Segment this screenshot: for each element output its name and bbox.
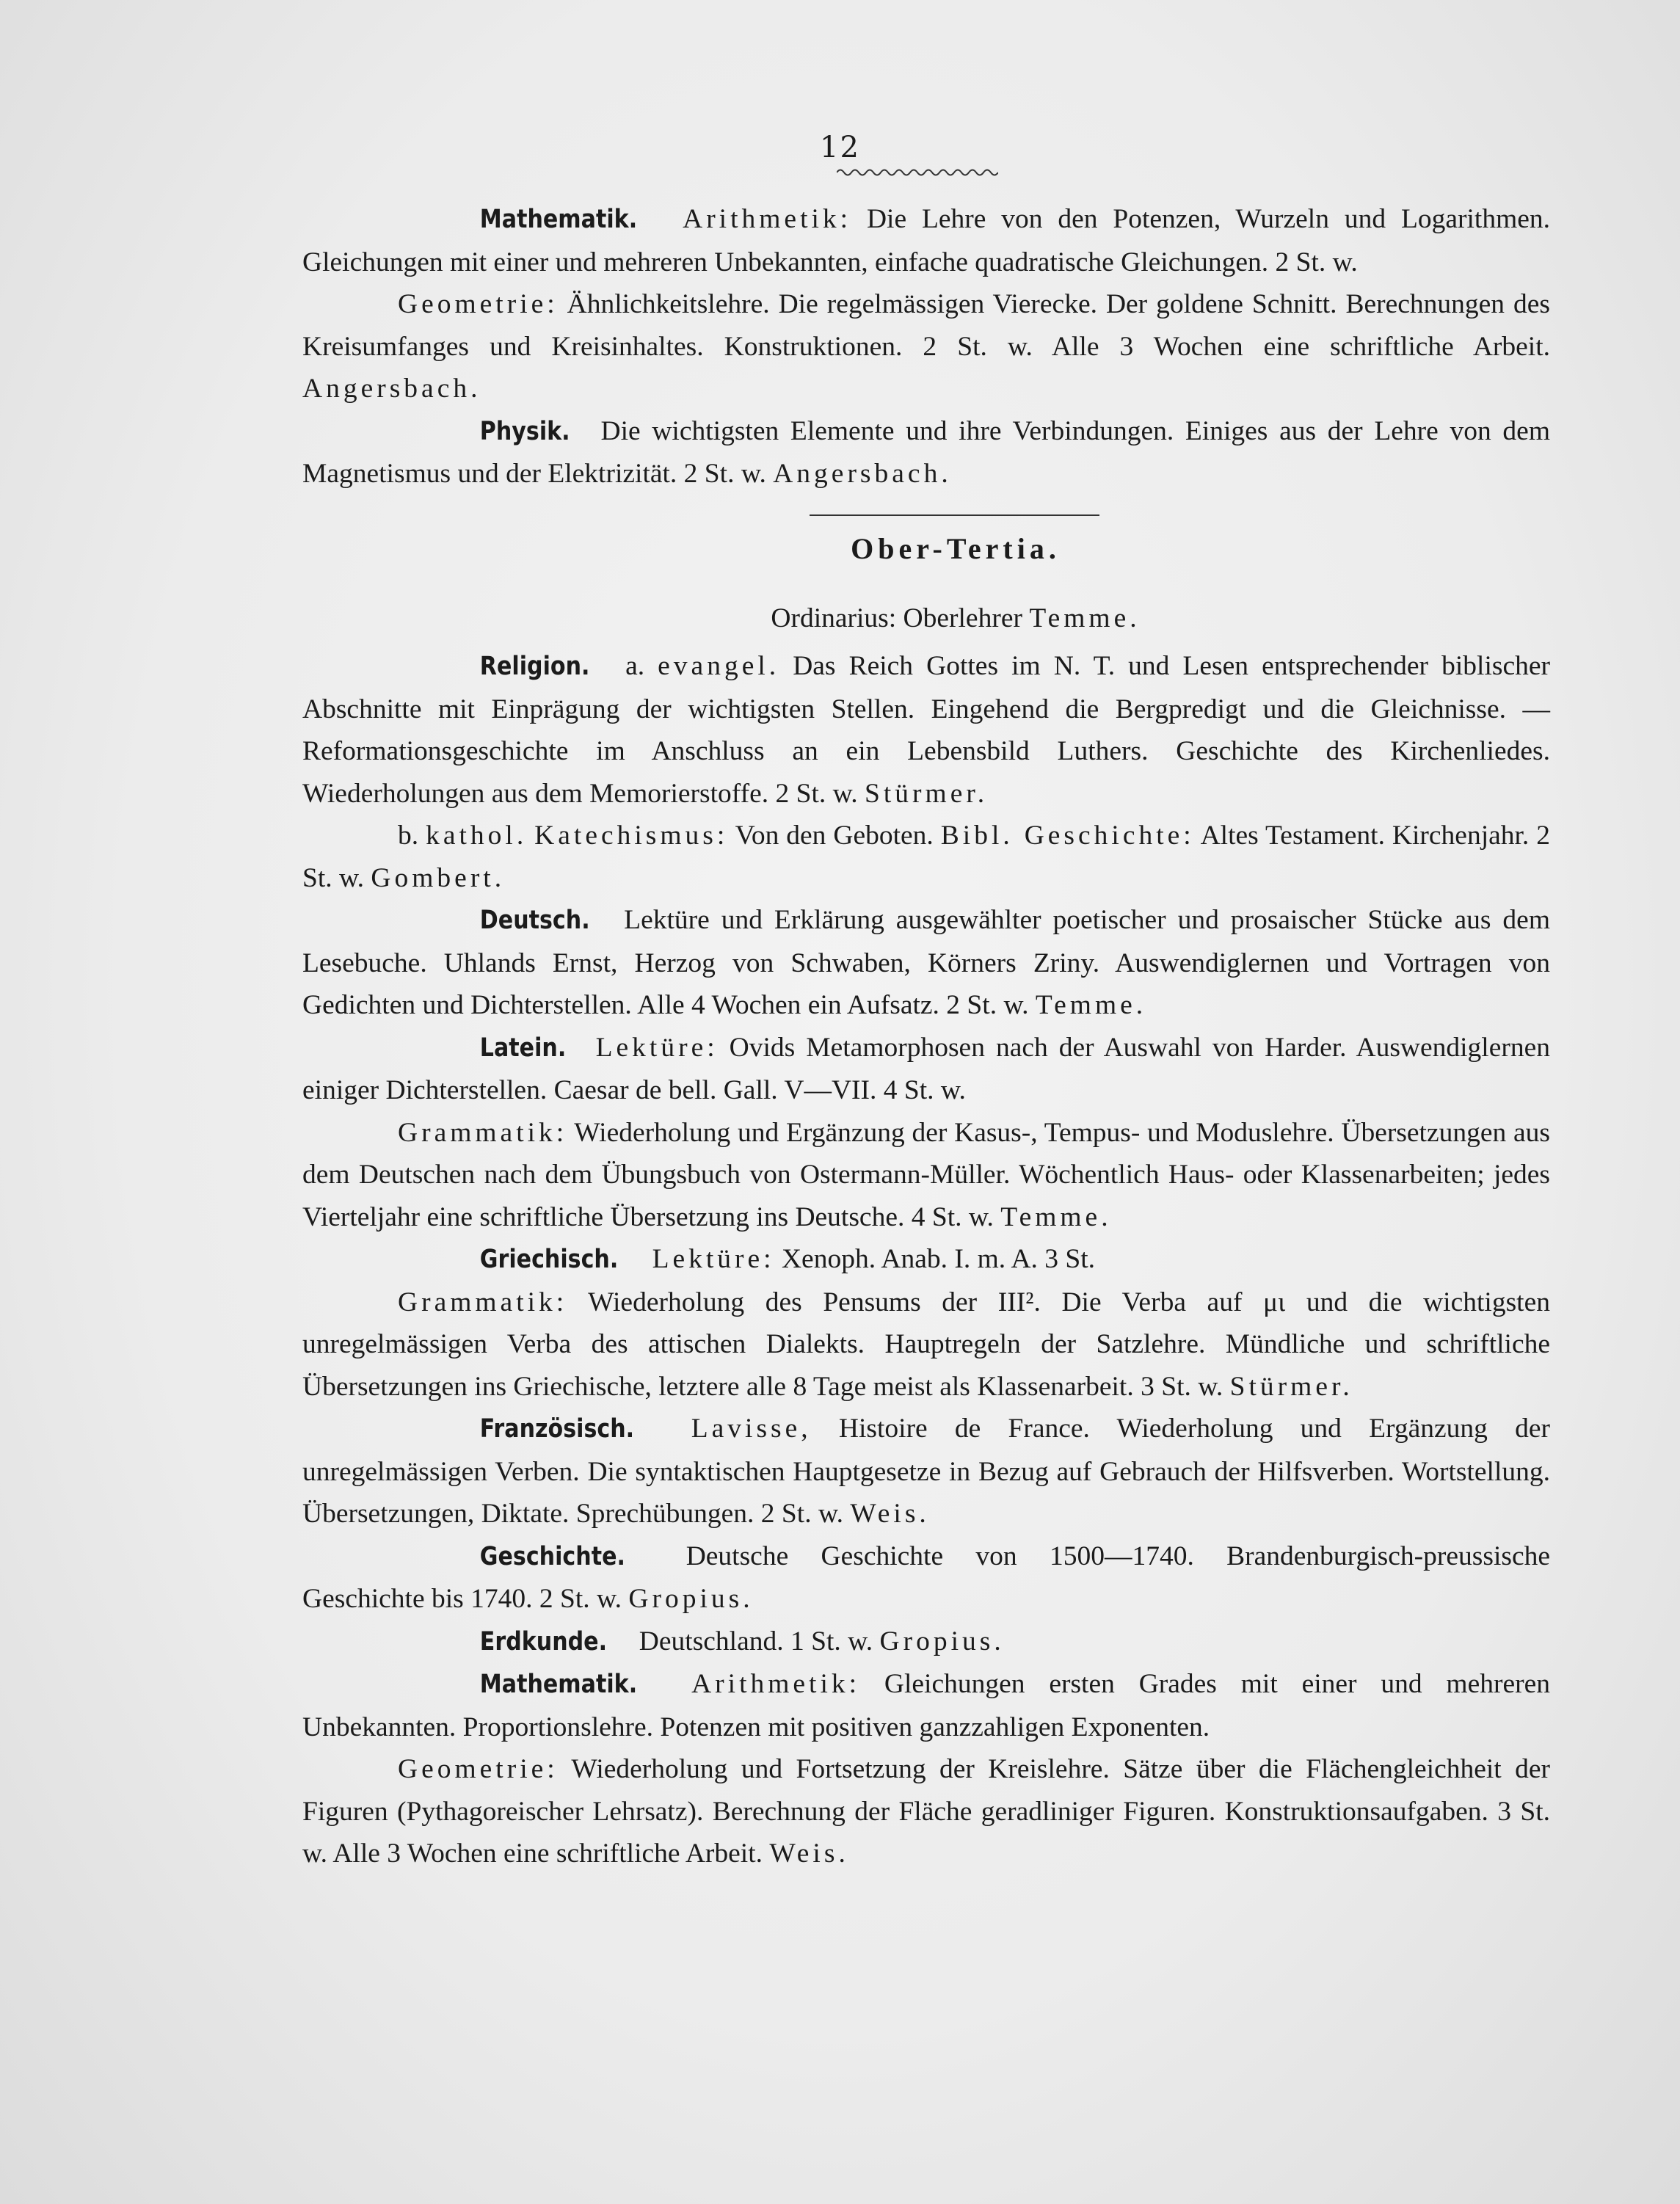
subject-heading: Mathematik. <box>479 205 638 234</box>
deutsch-paragraph <box>302 899 1550 1027</box>
topic-label: Arithmetik: <box>683 204 852 234</box>
subject-heading: Mathematik. <box>479 1670 638 1699</box>
griechisch-grammatik-paragraph <box>302 1281 1550 1408</box>
erdkunde-paragraph <box>302 1621 1550 1664</box>
paragraph-text: Gleichungen ersten Grades mit einer und mehreren Unbekannten. Proportionslehre. Potenzen mit positiven ganzzahligen Exponenten. <box>302 1669 1551 1742</box>
teacher-name: Stürmer. <box>1229 1371 1353 1402</box>
teacher-name: Angersbach. <box>773 459 952 489</box>
subject-heading: Geschichte. <box>479 1541 625 1571</box>
page-number: 12 <box>820 131 860 164</box>
topic-label: Arithmetik: <box>691 1669 861 1699</box>
paragraph-text: Das Reich Gottes im N. T. und Lesen entsprechender biblischer Abschnitte mit Einprägung der wichtigsten Stellen. Eingehend die Bergpredigt und die Gleichnisse. — Reformationsgeschichte im Anschluss an ein Lebensbild Luthers. Geschichte des Kirchenliedes. Wiederholungen aus dem Memorierstoffe. 2 St. w. <box>302 651 1550 809</box>
mathematik2-arithmetik-paragraph <box>302 1663 1550 1748</box>
paragraph-text: Wiederholung und Ergänzung der Kasus-, Tempus- und Moduslehre. Übersetzungen aus dem Deutschen nach dem Übungsbuch von Ostermann-Müller. Wöchentlich Haus- oder Klassenarbeiten; jedes Vierteljahr eine schriftliche Übersetzung ins Deutsche. 4 St. w. <box>302 1117 1550 1232</box>
paragraph-text: Wiederholung und Fortsetzung der Kreislehre. Sätze über die Flächengleichheit der Figuren (Pythagoreischer Lehrsatz). Berechnung der Fläche geradliniger Figuren. Konstruktionsaufgaben. 3 St. w. Alle 3 Wochen eine schriftliche Arbeit. <box>302 1754 1550 1869</box>
topic-label: kathol. <box>426 821 528 851</box>
topic-label: Grammatik: <box>398 1117 568 1148</box>
ordinarius-name: Temme. <box>1029 603 1141 633</box>
teacher-name: Gropius. <box>628 1584 754 1614</box>
paragraph-text: Altes Testament. Kirchenjahr. 2 St. w. <box>302 821 1551 893</box>
section-divider <box>810 514 1099 516</box>
ordinarius-label: Ordinarius: Oberlehrer <box>771 603 1030 633</box>
griechisch-lektuere-paragraph <box>302 1238 1550 1281</box>
franzoesisch-paragraph <box>302 1408 1550 1535</box>
mathematik2-geometrie-paragraph <box>302 1748 1550 1875</box>
paragraph-text: Die wichtigsten Elemente und ihre Verbindungen. Einiges aus der Lehre von dem Magnetismus und der Elektrizität. 2 St. w. <box>302 415 1550 489</box>
paragraph-text: Ovids Metamorphosen nach der Auswahl von Harder. Auswendiglernen einiger Dichterstellen. Caesar de bell. Gall. V—VII. 4 St. w. <box>302 1032 1551 1105</box>
paragraph-text: Lektüre und Erklärung ausgewählter poetischer und prosaischer Stücke aus dem Lesebuche. Uhlands Ernst, Herzog von Schwaben, Körners Zriny. Auswendiglernen und Vortragen von Gedichten und Dichterstellen. Alle 4 Wochen ein Aufsatz. 2 St. w. <box>302 905 1550 1020</box>
subject-heading: Religion. <box>479 652 590 681</box>
topic-label: evangel. <box>658 651 780 681</box>
topic-label: Grammatik: <box>398 1287 568 1317</box>
page-body <box>302 198 1550 1875</box>
teacher-name: Weis. <box>769 1839 849 1869</box>
topic-label: Geometrie: <box>398 289 559 319</box>
subject-heading: Erdkunde. <box>479 1626 608 1656</box>
teacher-name: Gropius. <box>879 1626 1005 1656</box>
teacher-name: Temme. <box>1035 990 1147 1020</box>
subject-heading: Deutsch. <box>479 906 590 935</box>
latein-lektuere-paragraph <box>302 1027 1550 1112</box>
physik-paragraph <box>302 410 1550 495</box>
paragraph-text: a. <box>612 651 658 681</box>
paragraph-text: Von den Geboten. <box>728 821 941 851</box>
paragraph-text: Deutsche Geschichte von 1500—1740. Brandenburgisch-preussische Geschichte bis 1740. 2 St. w. <box>302 1541 1550 1614</box>
mathematik-arithmetik-paragraph <box>302 198 1550 283</box>
subject-heading: Physik. <box>479 416 570 446</box>
paragraph-text: b. <box>398 821 426 851</box>
teacher-name: Gombert. <box>371 862 506 893</box>
subject-heading: Griechisch. <box>479 1245 619 1274</box>
teacher-name: Temme. <box>1000 1201 1112 1232</box>
mathematik-geometrie-paragraph <box>302 283 1550 410</box>
paragraph-text: Wiederholung des Pensums der III². Die Verba auf μι und die wichtigsten unregelmässigen Verba des attischen Dialekts. Hauptregeln der Satzlehre. Mündliche und schriftliche Übersetzungen ins Griechische, letztere alle 8 Tage meist als Klassenarbeit. 3 St. w. <box>302 1287 1550 1402</box>
teacher-name: Angersbach. <box>302 374 481 404</box>
section-title: Ober-Tertia. <box>851 531 1061 565</box>
topic-label: Bibl. Geschichte: <box>940 821 1195 851</box>
topic-label: Katechismus: <box>534 821 729 851</box>
geschichte-paragraph <box>302 1535 1550 1621</box>
paragraph-text: Histoire de France. Wiederholung und Ergänzung der unregelmässigen Verben. Die syntaktischen Hauptgesetze in Bezug auf Gebrauch der Hilfsverben. Wortstellung. Übersetzungen, Diktate. Sprechübungen. 2 St. w. <box>302 1414 1551 1529</box>
topic-label: Lavisse, <box>691 1414 812 1444</box>
topic-label: Geometrie: <box>398 1754 559 1784</box>
page-number-ornament <box>837 167 998 178</box>
subject-heading: Französisch. <box>479 1414 635 1444</box>
teacher-name: Stürmer. <box>865 778 989 809</box>
latein-grammatik-paragraph <box>302 1112 1550 1239</box>
paragraph-text: Xenoph. Anab. I. m. A. 3 St. <box>774 1244 1096 1274</box>
religion-kathol-paragraph <box>302 815 1550 899</box>
subject-heading: Latein. <box>479 1033 567 1063</box>
teacher-name: Weis. <box>850 1499 930 1529</box>
topic-label: Lektüre: <box>652 1244 775 1274</box>
paragraph-text: Die Lehre von den Potenzen, Wurzeln und Logarithmen. Gleichungen mit einer und mehreren Unbekannten, einfache quadratische Gleichungen. 2 St. w. <box>302 204 1551 277</box>
paragraph-text: Ähnlichkeitslehre. Die regelmässigen Vierecke. Der goldene Schnitt. Berechnungen des Kreisumfanges und Kreisinhaltes. Konstruktionen. 2 St. w. Alle 3 Wochen eine schriftliche Arbeit. <box>302 289 1550 362</box>
religion-evangel-paragraph <box>302 645 1550 815</box>
paragraph-text: Deutschland. 1 St. w. <box>632 1626 880 1656</box>
topic-label: Lektüre: <box>595 1032 719 1063</box>
ordinarius-line <box>332 597 1579 640</box>
